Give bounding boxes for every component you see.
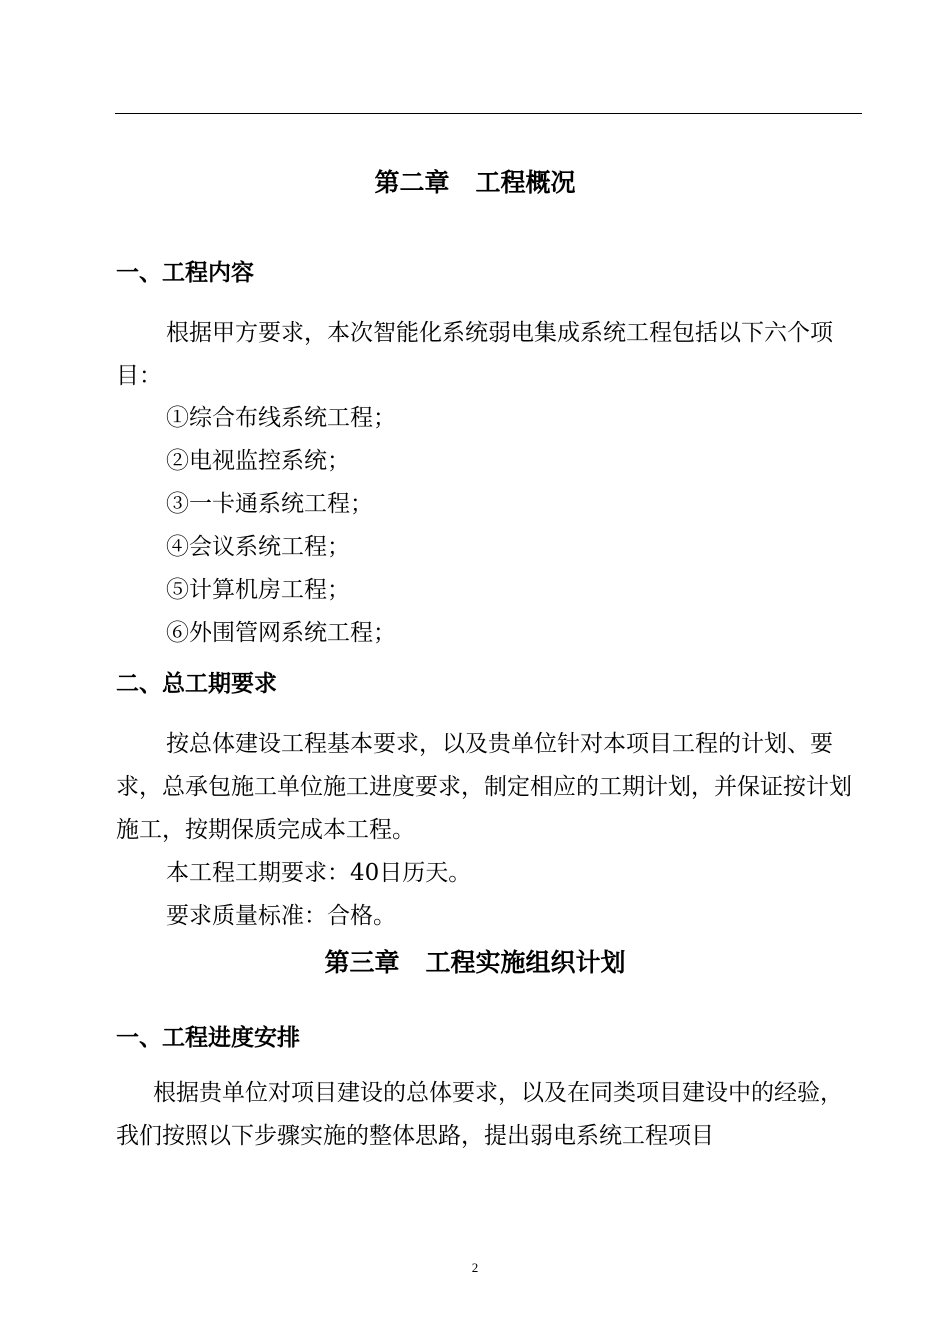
schedule-duration: 本工程工期要求：40日历天。 [166, 860, 472, 886]
quality-standard: 要求质量标准：合格。 [166, 903, 396, 929]
project-item-4: ④会议系统工程； [166, 534, 350, 560]
header-rule [115, 113, 862, 114]
chapter-3-title: 第三章 工程实施组织计划 [324, 948, 626, 977]
project-item-6: ⑥外围管网系统工程； [166, 620, 396, 646]
section-heading-progress: 一、工程进度安排 [116, 1025, 300, 1051]
section-heading-project-content: 一、工程内容 [116, 260, 254, 286]
project-item-1: ①综合布线系统工程； [166, 405, 396, 431]
section-heading-schedule: 二、总工期要求 [116, 671, 277, 697]
project-item-2: ②电视监控系统； [166, 448, 350, 474]
project-item-5: ⑤计算机房工程； [166, 577, 350, 603]
page-number: 2 [471, 1260, 479, 1275]
schedule-body: 按总体建设工程基本要求，以及贵单位针对本项目工程的计划、要求，总承包施工单位施工进度要求，制定相应的工期计划，并保证按计划施工，按期保质完成本工程。 [116, 731, 852, 843]
progress-body: 根据贵单位对项目建设的总体要求，以及在同类项目建设中的经验，我们按照以下步骤实施的整体思路，提出弱电系统工程项目 [116, 1080, 843, 1149]
project-content-intro: 根据甲方要求，本次智能化系统弱电集成系统工程包括以下六个项目： [116, 320, 833, 389]
chapter-2-title: 第二章 工程概况 [374, 168, 576, 197]
project-item-3: ③一卡通系统工程； [166, 491, 373, 517]
